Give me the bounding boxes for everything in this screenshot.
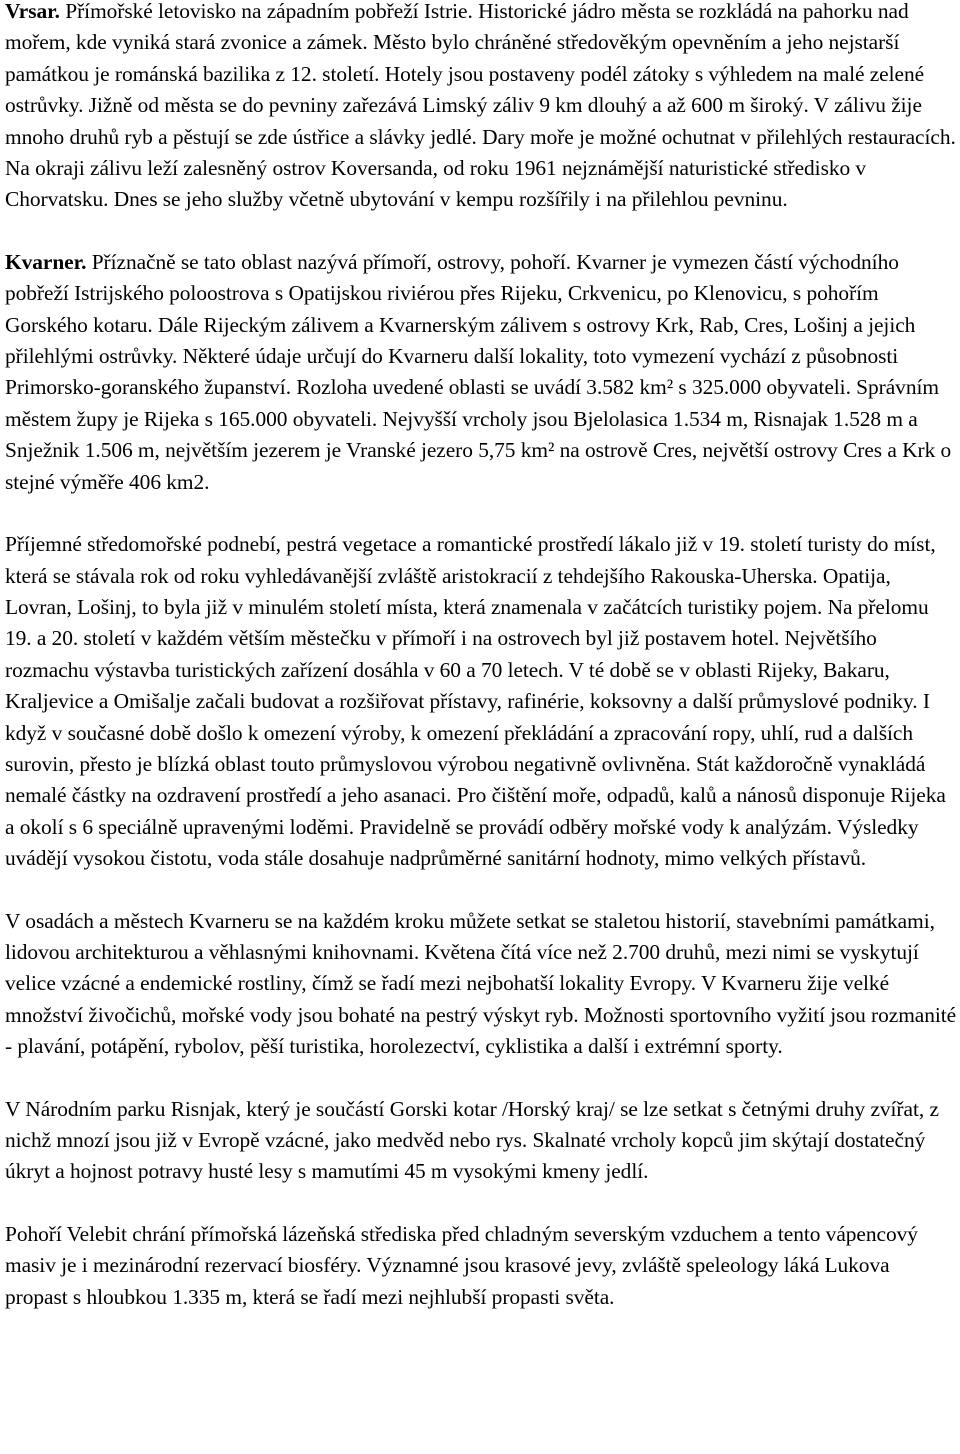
paragraph-velebit-text: Pohoří Velebit chrání přímořská lázeňská střediska před chladným severským vzduchem a tento vápencový masiv je i mezinárodní rezervací biosféry. Významné jsou krasové jevy, zvláště speleology láká Lukova propast s hloubkou 1.335 m, která se řadí mezi nejhlubší propasti světa. [5,1221,918,1309]
paragraph-history [5,906,957,1063]
paragraph-gap [5,875,957,906]
paragraph-vrsar [5,0,957,216]
heading-vrsar: Vrsar. [5,0,60,23]
heading-kvarner: Kvarner. [5,249,87,274]
paragraph-history-text: V osadách a městech Kvarneru se na každém kroku můžete setkat se staletou historií, stavebními památkami, lidovou architekturou a věhlasnými knihovnami. Květena čítá více než 2.700 druhů, mezi nimi se vyskytují velice vzácné a endemické rostliny, čímž se řadí mezi nejbohatší lokality Evropy. V Kvarneru žije velké množství živočichů, mořské vody jsou bohaté na pestrý výskyt ryb. Možnosti sportovního vyžití jsou rozmanité - plavání, potápění, rybolov, pěší turistika, horolezectví, cyklistika a další i extrémní sporty. [5,908,957,1059]
document-page [5,0,957,1313]
paragraph-gap [5,1063,957,1094]
paragraph-gap [5,1188,957,1219]
paragraph-climate-text: Příjemné středomořské podnebí, pestrá vegetace a romantické prostředí lákalo již v 19. století turisty do míst, která se stávala rok od roku vyhledávanější zvláště aristokracií z tehdejšího Rakouska-Uherska. Opatija, Lovran, Lošinj, to byla již v minulém století místa, která znamenala v začátcích turistiky pojem. Na přelomu 19. a 20. století v každém větším městečku v přímoří i na ostrovech byl již postavem hotel. Největšího rozmachu výstavba turistických zařízení dosáhla v 60 a 70 letech. V té době se v oblasti Rijeky, Bakaru, Kraljevice a Omišalje začali budovat a rozšiřovat přístavy, rafinérie, koksovny a další průmyslové podniky. I když v současné době došlo k omezení výroby, k omezení překládání a zpracování ropy, uhlí, rud a dalších surovin, přesto je blízká oblast touto průmyslovou výrobou negativně ovlivněna. Stát každoročně vynakládá nemalé částky na ozdravení prostředí a jeho asanaci. Pro čištění moře, odpadů, kalů a nánosů disponuje Rijeka a okolí s 6 speciálně upravenými loděmi. Pravidelně se provádí odběry mořské vody k analýzám. Výsledky uvádějí vysokou čistotu, voda stále dosahuje nadprůměrné sanitární hodnoty, mimo velkých přístavů. [5,532,946,871]
paragraph-kvarner [5,247,957,498]
paragraph-gap [5,498,957,529]
paragraph-risnjak-text: V Národním parku Risnjak, který je součástí Gorski kotar /Horský kraj/ se lze setkat s četnými druhy zvířat, z nichž mnozí jsou již v Evropě vzácné, jako medvěd nebo rys. Skalnaté vrcholy kopců jim skýtají dostatečný úkryt a hojnost potravy husté lesy s mamutími 45 m vysokými kmeny jedlí. [5,1096,939,1184]
paragraph-vrsar-text: Přímořské letovisko na západním pobřeží Istrie. Historické jádro města se rozkládá na pahorku nad mořem, kde vyniká stará zvonice a zámek. Město bylo chráněné středověkým opevněním a jeho nejstarší památkou je románská bazilika z 12. století. Hotely jsou postaveny podél zátoky s výhledem na malé zelené ostrůvky. Jižně od města se do pevniny zařezává Limský záliv 9 km dlouhý a až 600 m široký. V zálivu žije mnoho druhů ryb a pěstují se zde ústřice a slávky jedlé. Dary moře je možné ochutnat v přilehlých restauracích. Na okraji zálivu leží zalesněný ostrov Koversanda, od roku 1961 nejznámější naturistické středisko v Chorvatsku. Dnes se jeho služby včetně ubytování v kempu rozšířily i na přilehlou pevninu. [5,0,956,212]
paragraph-gap [5,216,957,247]
paragraph-velebit [5,1219,957,1313]
paragraph-kvarner-text: Příznačně se tato oblast nazývá přímoří, ostrovy, pohoří. Kvarner je vymezen částí východního pobřeží Istrijského poloostrova s Opatijskou riviérou přes Rijeku, Crkvenicu, po Klenovicu, s pohořím Gorského kotaru. Dále Rijeckým zálivem a Kvarnerským zálivem s ostrovy Krk, Rab, Cres, Lošinj a jejich přilehlými ostrůvky. Některé údaje určují do Kvarneru další lokality, toto vymezení vychází z působnosti Primorsko-goranského županství. Rozloha uvedené oblasti se uvádí 3.582 km² s 325.000 obyvateli. Správním městem župy je Rijeka s 165.000 obyvateli. Nejvyšší vrcholy jsou Bjelolasica 1.534 m, Risnajak 1.528 m a Snježnik 1.506 m, největším jezerem je Vranské jezero 5,75 km² na ostrově Cres, největší ostrovy Cres a Krk o stejné výměře 406 km2. [5,249,952,494]
paragraph-climate [5,529,957,874]
paragraph-risnjak [5,1094,957,1188]
